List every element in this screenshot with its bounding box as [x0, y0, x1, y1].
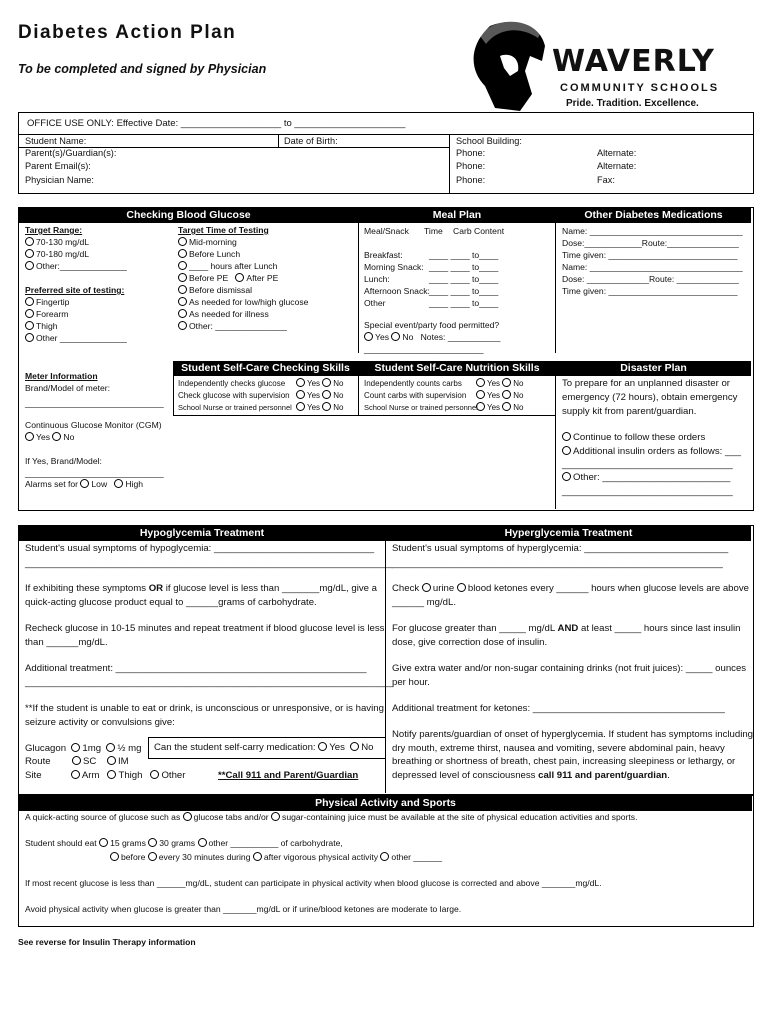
meter-brand-label[interactable]: Brand/Model of meter: [25, 383, 111, 393]
glucagon-row[interactable]: Glucagon 1mg ½ mg [25, 743, 142, 754]
disaster-line-1[interactable]: ________________________________ [562, 459, 733, 470]
radio-circle-icon[interactable] [562, 472, 571, 481]
site-title: Preferred site of testing: [25, 285, 125, 295]
radio-circle-icon[interactable] [25, 297, 34, 306]
hypo-unable-1: **If the student is unable to eat or drink, is unconscious or unresponsive, or is having [25, 703, 384, 714]
radio-circle-icon[interactable] [80, 479, 89, 488]
meal-blank-2[interactable]: ____ ____ to____ [429, 262, 499, 272]
radio-circle-icon[interactable] [106, 743, 115, 752]
meal-blank-5[interactable]: ____ ____ to____ [429, 298, 499, 308]
radio-circle-icon[interactable] [198, 838, 207, 847]
time-option-6[interactable]: As needed for low/high glucose [178, 297, 308, 309]
med-dose-1[interactable]: Dose:____________Route:_______________ [562, 238, 739, 248]
hyper-symptoms-line[interactable]: ______________________________________________________________ [392, 558, 723, 569]
radio-circle-icon[interactable] [178, 273, 187, 282]
radio-circle-icon[interactable] [235, 273, 244, 282]
physical-bar: Physical Activity and Sports [19, 796, 752, 811]
radio-circle-icon[interactable] [562, 432, 571, 441]
selfcare-nutrition-yn-3[interactable]: Yes No [476, 402, 524, 414]
radio-circle-icon[interactable] [476, 402, 485, 411]
logo-text: WAVERLY [552, 44, 715, 79]
selfcare-check-yn-2[interactable]: Yes No [296, 390, 344, 402]
radio-circle-icon[interactable] [148, 852, 157, 861]
disaster-text-2: emergency (72 hours), obtain emergency [562, 392, 738, 403]
meal-header-carb: Carb Content [453, 226, 505, 236]
other-meds-bar: Other Diabetes Medications [556, 208, 751, 223]
hypo-exhibit-2: quick-acting glucose product equal to ______grams of carbohydrate. [25, 597, 317, 608]
radio-circle-icon[interactable] [52, 432, 61, 441]
hyper-notify-2: dry mouth, extreme thirst, nausea and vomiting, severe abdominal pain, heavy [392, 743, 725, 754]
med-name-2[interactable]: Name: ________________________________ [562, 262, 743, 272]
logo-tagline: Pride. Tradition. Excellence. [566, 98, 699, 109]
radio-circle-icon[interactable] [25, 237, 34, 246]
radio-circle-icon[interactable] [422, 583, 431, 592]
meal-row-other: Other [364, 298, 386, 308]
radio-circle-icon[interactable] [502, 402, 511, 411]
time-option-1[interactable]: Mid-morning [178, 237, 237, 249]
radio-circle-icon[interactable] [150, 770, 159, 779]
radio-circle-icon[interactable] [296, 390, 305, 399]
school-building-label[interactable]: School Building: [456, 136, 522, 146]
radio-circle-icon[interactable] [110, 852, 119, 861]
cgm-label: Continuous Glucose Monitor (CGM) [25, 420, 162, 430]
special-event-options[interactable]: Yes No Notes: ___________ [364, 332, 500, 344]
call-911-hypo: **Call 911 and Parent/Guardian [218, 770, 359, 781]
radio-circle-icon[interactable] [457, 583, 466, 592]
hyper-check-1[interactable]: Check urine blood ketones every ______ hours when glucose levels are above [392, 583, 749, 594]
radio-circle-icon[interactable] [322, 378, 331, 387]
hypo-additional-2[interactable]: _____________________________________________________________________ [25, 677, 394, 688]
selfcare-nutrition-yn-2[interactable]: Yes No [476, 390, 524, 402]
radio-circle-icon[interactable] [114, 479, 123, 488]
meal-blank-4[interactable]: ____ ____ to____ [429, 286, 499, 296]
time-option-2[interactable]: Before Lunch [178, 249, 240, 261]
physical-when-row[interactable]: before every 30 minutes during after vigorous physical activity other ______ [110, 852, 442, 864]
parent-email-label[interactable]: Parent Email(s): [25, 161, 91, 171]
radio-circle-icon[interactable] [71, 770, 80, 779]
med-dose-2[interactable]: Dose: _____________Route: _____________ [562, 274, 739, 284]
office-use-text: OFFICE USE ONLY: Effective Date: ___________________ to _____________________ [27, 118, 406, 129]
self-carry-question[interactable]: Can the student self-carry medication: Yes No [154, 742, 374, 753]
selfcare-nutrition-row-2[interactable]: Count carbs with supervision [364, 391, 467, 400]
logo-sub: COMMUNITY SCHOOLS [560, 82, 720, 94]
disaster-opt-2[interactable]: Additional insulin orders as follows: ___ [562, 445, 741, 459]
radio-circle-icon[interactable] [502, 390, 511, 399]
site-option-1[interactable]: Fingertip [25, 297, 69, 309]
radio-circle-icon[interactable] [25, 333, 34, 342]
meal-header-time: Time [424, 226, 443, 236]
disaster-bar: Disaster Plan [556, 361, 751, 376]
meal-row-lunch: Lunch: [364, 274, 390, 284]
hyper-ketones[interactable]: Additional treatment for ketones: ____________________________________ [392, 703, 725, 714]
meter-brand-line[interactable]: _____________________________ [25, 398, 164, 408]
hyper-for-2: dose, give correction dose of insulin. [392, 637, 548, 648]
radio-circle-icon[interactable] [25, 432, 34, 441]
radio-circle-icon[interactable] [178, 285, 187, 294]
school-logo [460, 16, 750, 116]
alternate-label-1[interactable]: Alternate: [597, 148, 637, 158]
med-time-2[interactable]: Time given: ___________________________ [562, 286, 738, 296]
disaster-line-2[interactable]: ________________________________ [562, 486, 733, 497]
radio-circle-icon[interactable] [380, 852, 389, 861]
hyper-water-2: per hour. [392, 677, 430, 688]
meal-row-afternoon: Afternoon Snack: [364, 286, 430, 296]
disaster-opt-3[interactable]: Other: ________________________ [562, 471, 730, 485]
hypo-symptoms[interactable]: Student's usual symptoms of hypoglycemia: ______________________________ [25, 543, 375, 554]
time-option-3[interactable]: ____ hours after Lunch [178, 261, 277, 273]
radio-circle-icon[interactable] [178, 249, 187, 258]
selfcare-nutrition-row-3[interactable]: School Nurse or trained personnel [364, 403, 478, 412]
student-info-box [18, 134, 754, 194]
radio-circle-icon[interactable] [107, 770, 116, 779]
radio-circle-icon[interactable] [25, 261, 34, 270]
alternate-label-2[interactable]: Alternate: [597, 161, 637, 171]
dob-label[interactable]: Date of Birth: [284, 136, 338, 146]
radio-circle-icon[interactable] [476, 378, 485, 387]
hyper-water-1: Give extra water and/or non-sugar containing drinks (not fruit juices): _____ ounces [392, 663, 747, 674]
radio-circle-icon[interactable] [178, 237, 187, 246]
hyper-check-2: ______ mg/dL. [392, 597, 457, 608]
radio-circle-icon[interactable] [25, 249, 34, 258]
radio-circle-icon[interactable] [502, 378, 511, 387]
selfcare-nutrition-bar: Student Self-Care Nutrition Skills [359, 361, 555, 376]
phone-label-1[interactable]: Phone: [456, 148, 486, 158]
hypo-exhibit-1: If exhibiting these symptoms OR if glucose level is less than _______mg/dL, give a [25, 583, 377, 594]
radio-circle-icon[interactable] [178, 261, 187, 270]
hyper-bar: Hyperglycemia Treatment [386, 526, 751, 541]
site-option-2[interactable]: Forearm [25, 309, 68, 321]
radio-circle-icon[interactable] [71, 743, 80, 752]
meal-row-breakfast: Breakfast: [364, 250, 403, 260]
radio-circle-icon[interactable] [178, 297, 187, 306]
hyper-for-1: For glucose greater than _____ mg/dL AND at least _____ hours since last insulin [392, 623, 741, 634]
page-title: Diabetes Action Plan [18, 22, 237, 43]
page-subtitle: To be completed and signed by Physician [18, 62, 267, 76]
selfcare-check-row-2[interactable]: Check glucose with supervision [178, 391, 290, 400]
meal-blank-3[interactable]: ____ ____ to____ [429, 274, 499, 284]
brand-line[interactable]: _____________________________ [25, 468, 164, 478]
hypo-recheck-2: than ______mg/dL. [25, 637, 108, 648]
hypo-unable-2: seizure activity or convulsions give: [25, 717, 175, 728]
radio-circle-icon[interactable] [107, 756, 116, 765]
range-option-2[interactable]: 70-180 mg/dL [25, 249, 89, 261]
radio-circle-icon[interactable] [72, 756, 81, 765]
radio-circle-icon[interactable] [391, 332, 400, 341]
radio-circle-icon[interactable] [253, 852, 262, 861]
site-option-3[interactable]: Thigh [25, 321, 58, 333]
fax-label[interactable]: Fax: [597, 175, 615, 185]
alarms-row[interactable]: Alarms set for Low High [25, 479, 144, 489]
disaster-text-1: To prepare for an unplanned disaster or [562, 378, 730, 389]
target-range-title: Target Range: [25, 225, 83, 235]
hyper-notify-1: Notify parents/guardian of onset of hyperglycemia. If student has symptoms including [392, 729, 754, 740]
hyper-symptoms[interactable]: Student's usual symptoms of hyperglycemia: ___________________________ [392, 543, 729, 554]
physical-recent: If most recent glucose is less than ______mg/dL, student can participate in physical activity when blood glucose is corrected and above _______mg/dL. [25, 878, 602, 888]
meal-row-morning: Morning Snack: [364, 262, 424, 272]
selfcare-check-bar: Student Self-Care Checking Skills [173, 361, 358, 376]
physical-line-1[interactable]: A quick-acting source of glucose such as glucose tabs and/or sugar-containing juice must be available at the site of physical education activities and sports. [25, 812, 638, 822]
radio-circle-icon[interactable] [296, 402, 305, 411]
cgm-options[interactable]: Yes No [25, 432, 74, 444]
meal-blank-1[interactable]: ____ ____ to____ [429, 250, 499, 260]
self-carry-box[interactable] [148, 737, 386, 759]
med-name-1[interactable]: Name: ________________________________ [562, 226, 743, 236]
radio-circle-icon[interactable] [350, 742, 359, 751]
range-option-3[interactable]: Other:______________ [25, 261, 127, 273]
meter-title: Meter Information [25, 371, 98, 381]
special-event-label: Special event/party food permitted? [364, 320, 500, 330]
radio-circle-icon[interactable] [476, 390, 485, 399]
hypo-additional-1[interactable]: Additional treatment: _______________________________________________ [25, 663, 367, 674]
selfcare-check-row-3[interactable]: School Nurse or trained personnel [178, 403, 292, 412]
physical-avoid: Avoid physical activity when glucose is greater than _______mg/dL or if urine/blood ketones are moderate to large. [25, 904, 462, 914]
radio-circle-icon[interactable] [25, 321, 34, 330]
physician-label[interactable]: Physician Name: [25, 175, 94, 185]
radio-circle-icon[interactable] [296, 378, 305, 387]
office-use-row [18, 112, 754, 135]
radio-circle-icon[interactable] [148, 838, 157, 847]
radio-circle-icon[interactable] [25, 309, 34, 318]
hypo-recheck-1: Recheck glucose in 10-15 minutes and repeat treatment if blood glucose level is less [25, 623, 385, 634]
time-option-7[interactable]: As needed for illness [178, 309, 269, 321]
radio-circle-icon[interactable] [183, 812, 192, 821]
checking-bar: Checking Blood Glucose [19, 208, 358, 223]
radio-circle-icon[interactable] [322, 402, 331, 411]
notes-line[interactable]: _________________________ [364, 344, 484, 354]
radio-circle-icon[interactable] [322, 390, 331, 399]
parents-label[interactable]: Parent(s)/Guardian(s): [25, 148, 117, 158]
time-option-5[interactable]: Before dismissal [178, 285, 252, 297]
hypo-bar: Hypoglycemia Treatment [19, 526, 385, 541]
selfcare-check-yn-3[interactable]: Yes No [296, 402, 344, 414]
radio-circle-icon[interactable] [99, 838, 108, 847]
time-option-8[interactable]: Other: _______________ [178, 321, 287, 333]
selfcare-nutrition-row-1[interactable]: Independently counts carbs [364, 379, 462, 388]
meal-header-meal: Meal/Snack [364, 226, 409, 236]
radio-circle-icon[interactable] [364, 332, 373, 341]
if-yes-label[interactable]: If Yes, Brand/Model: [25, 456, 102, 466]
radio-circle-icon[interactable] [271, 812, 280, 821]
disaster-opt-1[interactable]: Continue to follow these orders [562, 431, 705, 445]
time-title: Target Time of Testing [178, 225, 269, 235]
meal-plan-bar: Meal Plan [359, 208, 555, 223]
site-row[interactable]: Site Arm Thigh Other [25, 770, 186, 781]
hyper-notify-3: breathing or shortness of breath, chest pain, increasing sleepiness or lethargy, or [392, 756, 736, 767]
selfcare-check-row-1[interactable]: Independently checks glucose [178, 379, 286, 388]
time-option-4[interactable]: Before PE After PE [178, 273, 278, 285]
site-option-4[interactable]: Other ______________ [25, 333, 127, 345]
selfcare-check-yn-1[interactable]: Yes No [296, 378, 344, 390]
route-row[interactable]: Route SC IM [25, 756, 129, 767]
radio-circle-icon[interactable] [178, 321, 187, 330]
physical-eat-row[interactable]: Student should eat 15 grams 30 grams other __________ of carbohydrate, [25, 838, 343, 848]
hypo-symptoms-line[interactable]: _____________________________________________________________________ [25, 558, 394, 569]
hyper-notify-4: depressed level of consciousness call 911 and parent/guardian. [392, 770, 670, 781]
student-name-label[interactable]: Student Name: [25, 136, 87, 146]
phone-label-3[interactable]: Phone: [456, 175, 486, 185]
disaster-text-3: supply kit from parent/guardian. [562, 406, 697, 417]
radio-circle-icon[interactable] [562, 446, 571, 455]
selfcare-nutrition-yn-1[interactable]: Yes No [476, 378, 524, 390]
med-time-1[interactable]: Time given: ___________________________ [562, 250, 738, 260]
phone-label-2[interactable]: Phone: [456, 161, 486, 171]
radio-circle-icon[interactable] [178, 309, 187, 318]
radio-circle-icon[interactable] [318, 742, 327, 751]
footer-note: See reverse for Insulin Therapy information [18, 937, 196, 947]
range-option-1[interactable]: 70-130 mg/dL [25, 237, 89, 249]
